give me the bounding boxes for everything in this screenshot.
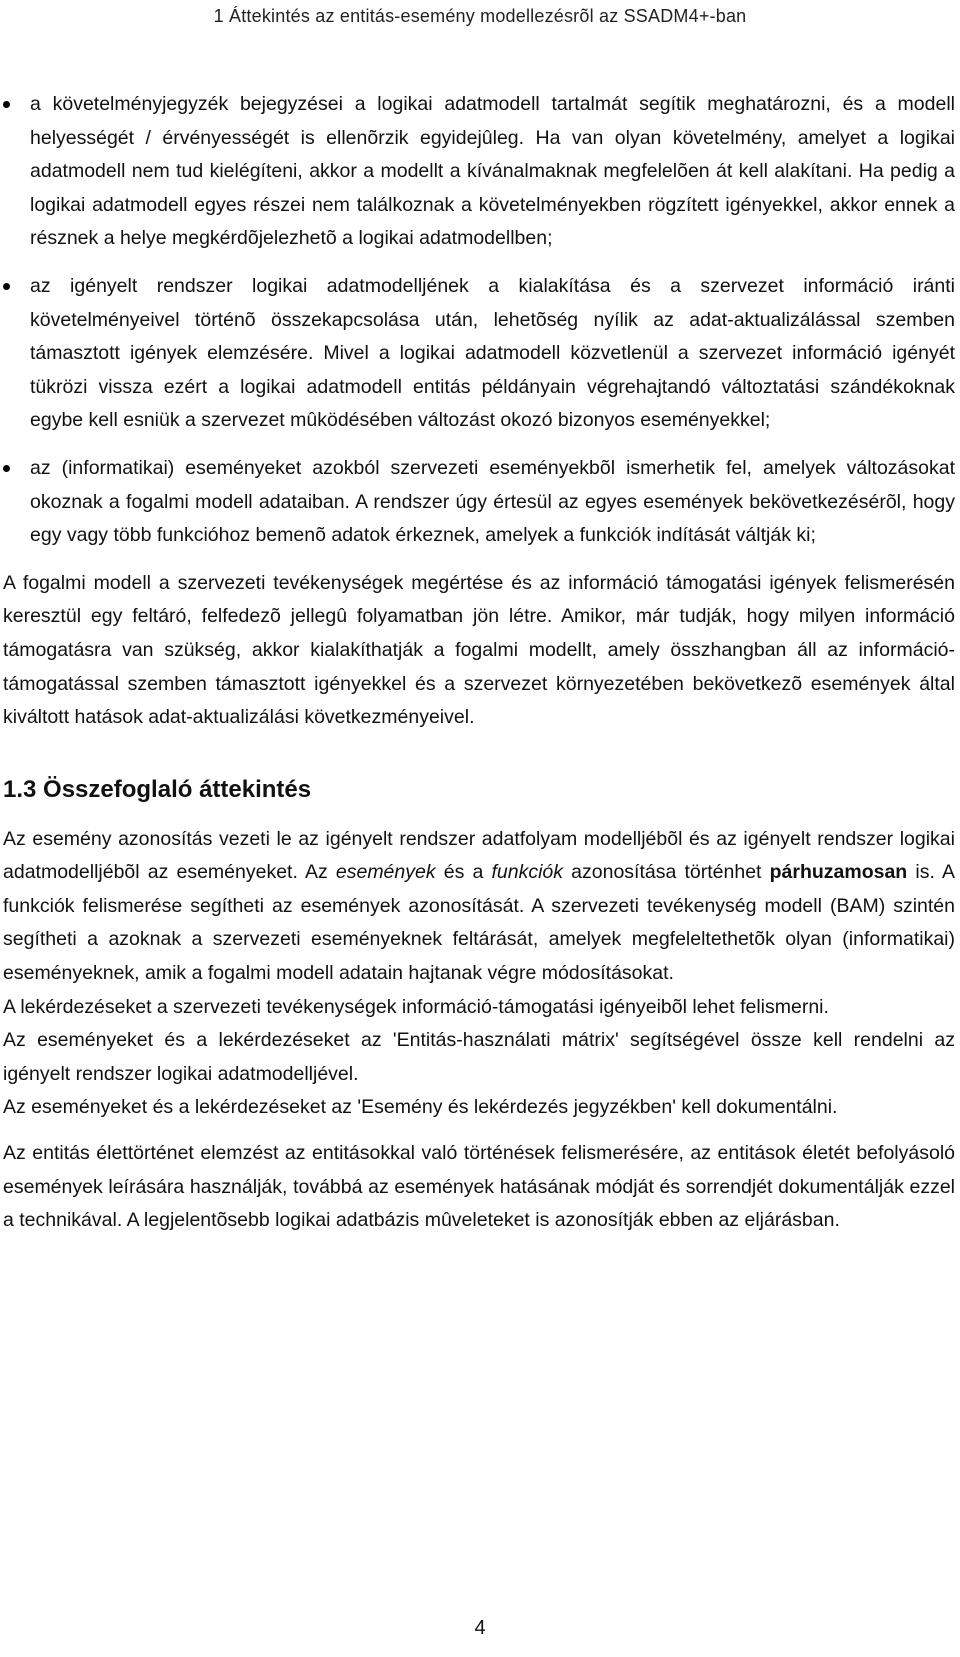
- summary-paragraph-1: [3, 823, 955, 991]
- list-item: [3, 88, 955, 256]
- bullet-icon: [3, 465, 10, 472]
- page-content: [3, 88, 955, 1238]
- intro-paragraph: A fogalmi modell a szervezeti tevékenységek megértése és az információ támogatási igények felismerésén keresztül egy feltáró, felfedezõ jellegû folyamatban jön létre. Amikor, már tudják, hogy milyen információ támogatásra van szükség, akkor kialakíthatják a fogalmi modellt, amely összhangban áll az információ-támogatással szemben támasztott igényekkel és a szervezet környezetében bekövetkezõ események által kiváltott hatások adat-aktualizálási következményeivel.: [3, 571, 955, 729]
- bullet-icon: [3, 283, 10, 290]
- summary-text: és a: [435, 861, 492, 884]
- summary-paragraph-5: Az entitás élettörténet elemzést az entitásokkal való történések felismerésére, az entitások életét befolyásoló események leírására használják, továbbá az események hatásának módját és sorrendjét dokumentálják ezzel a technikával. A legjelentõsebb logikai adatbázis mûveleteket is azonosítják ebben az eljárásban.: [3, 1142, 955, 1232]
- list-item-text: az igényelt rendszer logikai adatmodelljének a kialakítása és a szervezet információ iránti követelményeivel történõ összekapcsolása után, lehetõség nyílik az adat-aktualizálással szemben támasztott igények elemzésére. Mivel a logikai adatmodell közvetlenül a szervezet információ igényét tükrözi vissza ezért a logikai adatmodell entitás példányain végrehajtandó változtatási szándékoknak egybe kell esniük a szervezet mûködésében változást okozó bizonyos eseményekkel;: [30, 274, 955, 432]
- emphasis-events: események: [335, 861, 436, 884]
- list-item: [3, 452, 955, 553]
- list-item: [3, 270, 955, 438]
- list-item-text: a követelményjegyzék bejegyzései a logikai adatmodell tartalmát segítik meghatározni, és a modell helyességét / érvényességét is ellenõrzik egyidejûleg. Ha van olyan követelmény, amelyet a logikai adatmodell nem tud kielégíteni, akkor a modellt a kívánalmaknak megfelelõen át kell alakítani. Ha pedig a logikai adatmodell egyes részei nem találkoznak a követelményekben rögzített igényekkel, akkor ennek a résznek a helye megkérdõjelezhetõ a logikai adatmodellben;: [30, 93, 955, 250]
- running-header: 1 Áttekintés az entitás-esemény modellezésrõl az SSADM4+-ban: [213, 6, 747, 26]
- list-item-text: az (informatikai) eseményeket azokból szervezeti eseményekbõl ismerhetik fel, amelyek változásokat okoznak a fogalmi modell adataiban. A rendszer úgy értesül az egyes események bekövetkezésérõl, hogy egy vagy több funkcióhoz bemenõ adatok érkeznek, amelyek a funkciók indítását váltják ki;: [30, 456, 955, 547]
- summary-paragraph-2: A lekérdezéseket a szervezeti tevékenységek információ-támogatási igényeibõl lehet felismerni.: [3, 995, 829, 1018]
- page-number: 4: [474, 1617, 486, 1639]
- emphasis-functions: funkciók: [491, 861, 564, 884]
- summary-text: azonosítása történhet: [563, 861, 770, 884]
- bullet-list: [3, 88, 955, 553]
- summary-paragraph-3: Az eseményeket és a lekérdezéseket az 'Entitás-használati mátrix' segítségével össze kell rendelni az igényelt rendszer logikai adatmodelljével.: [3, 1029, 955, 1085]
- emphasis-parallel: párhuzamosan: [769, 861, 908, 884]
- bullet-icon: [3, 101, 10, 108]
- summary-text: is. A funkciók felismerése segítheti az események azonosítását. A szervezeti tevékenység modell (BAM) szintén segítheti a azoknak a szervezeti eseményeknek feltárását, amelyek megfeleltethetõk olyan (informatikai) eseményeknek, amik a fogalmi modell adatain hajtanak végre módosításokat.: [3, 861, 955, 985]
- summary-paragraph-4: Az eseményeket és a lekérdezéseket az 'Esemény és lekérdezés jegyzékben' kell dokumentálni.: [3, 1096, 838, 1119]
- summary-text: Az esemény azonosítás vezeti le az igényelt rendszer adatfolyam modelljébõl és az igényelt rendszer logikai adatmodelljébõl az eseményeket. Az: [3, 827, 955, 884]
- section-heading: 1.3 Összefoglaló áttekintés: [3, 775, 312, 803]
